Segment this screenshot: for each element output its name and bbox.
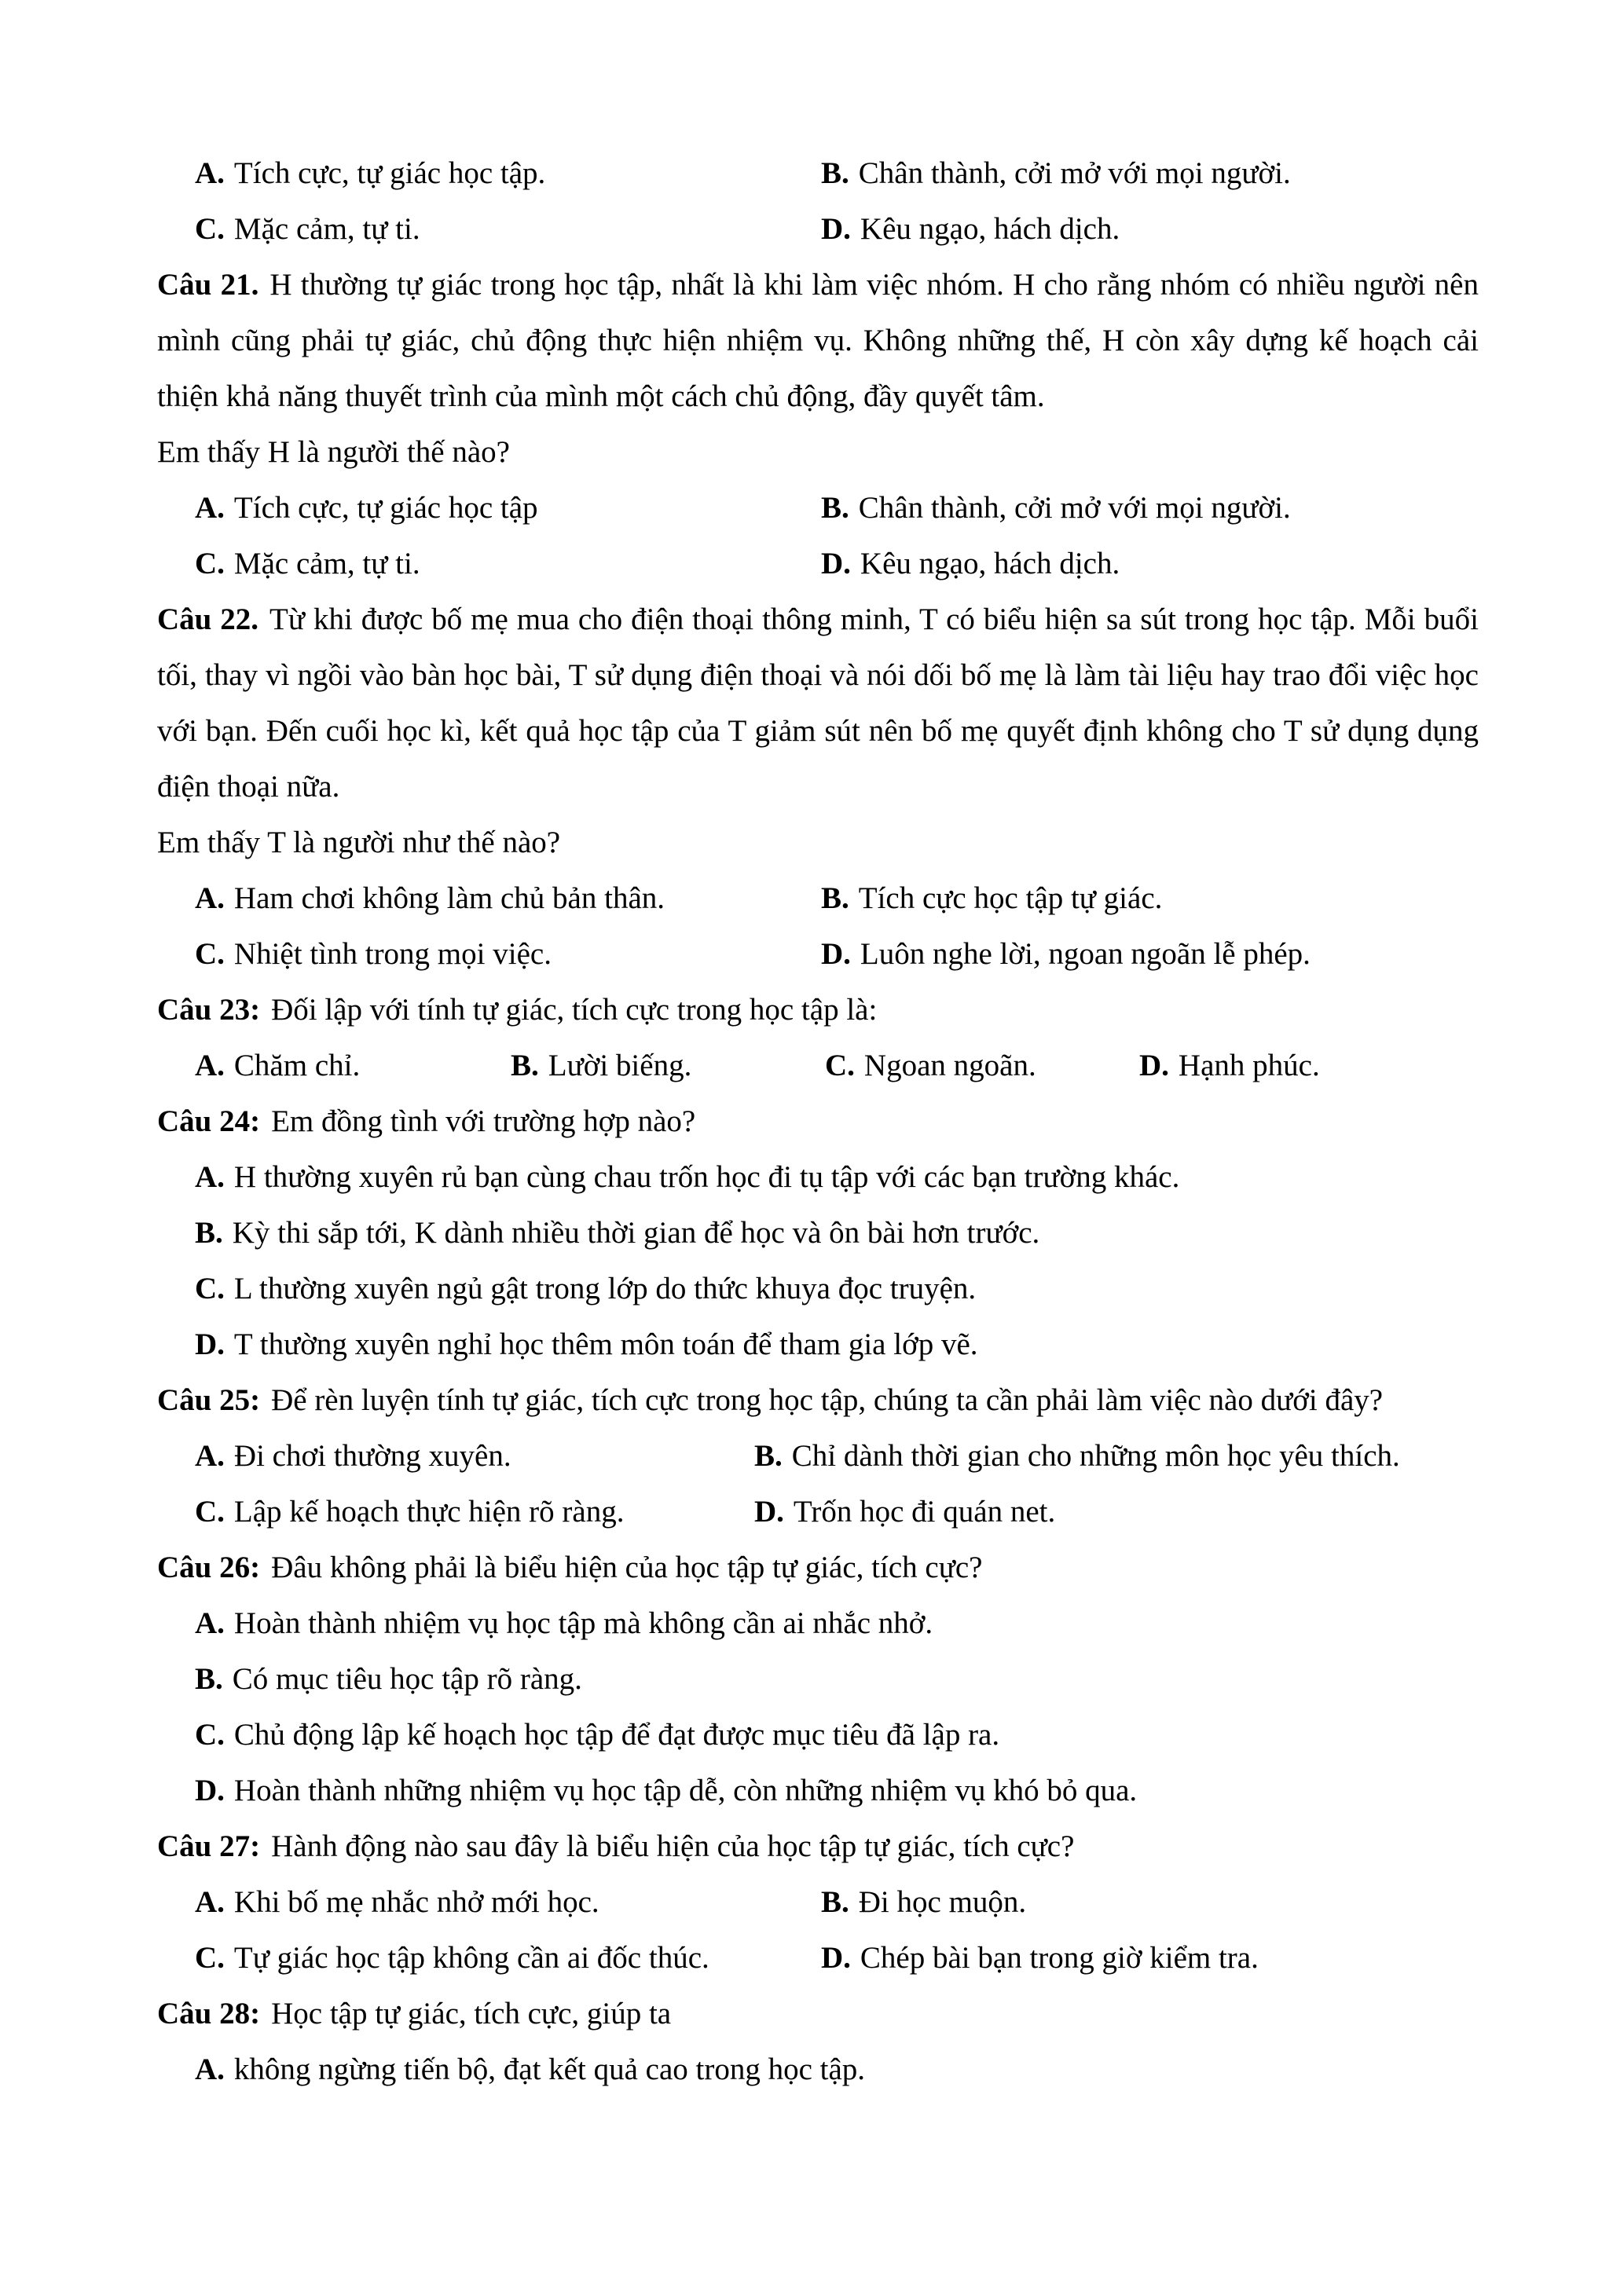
option-c-label: C.	[195, 937, 225, 971]
option-d-label: D.	[195, 1327, 225, 1361]
question-21	[157, 257, 1479, 424]
option-d-label: D.	[821, 547, 851, 580]
option-d	[821, 201, 1479, 257]
option-b	[821, 1874, 1479, 1930]
option-c-text: L thường xuyên ngủ gật trong lớp do thức khuya đọc truyện.	[233, 1272, 977, 1305]
option-c-text: Chủ động lập kế hoạch học tập để đạt được mục tiêu đã lập ra.	[233, 1718, 1000, 1752]
option-a-text: không ngừng tiến bộ, đạt kết quả cao trong học tập.	[233, 2052, 866, 2086]
option-b-label: B.	[195, 1662, 223, 1696]
option-b-text: Kỳ thi sắp tới, K dành nhiều thời gian để học và ôn bài hơn trước.	[232, 1216, 1040, 1250]
option-d	[1139, 1038, 1479, 1093]
option-b	[821, 870, 1479, 926]
option-c	[195, 201, 821, 257]
option-d	[821, 926, 1479, 982]
option-b	[511, 1038, 825, 1093]
option-a-label: A.	[195, 1885, 225, 1919]
question-25-options-row-2	[157, 1484, 1479, 1540]
option-c-text: Mặc cảm, tự ti.	[233, 212, 420, 246]
question-24	[157, 1093, 1479, 1149]
option-b-text: Đi học muộn.	[858, 1885, 1027, 1919]
question-24-option-c	[157, 1261, 1479, 1316]
option-a	[195, 1038, 511, 1093]
question-23	[157, 982, 1479, 1038]
question-28-option-a	[157, 2041, 1479, 2097]
option-d	[821, 1930, 1479, 1986]
question-26-option-c	[157, 1707, 1479, 1763]
option-a	[195, 145, 821, 201]
question-28-text: Học tập tự giác, tích cực, giúp ta	[271, 1997, 672, 2031]
question-24-option-a	[157, 1149, 1479, 1205]
question-28	[157, 1986, 1479, 2041]
question-23-text: Đối lập với tính tự giác, tích cực trong học tập là:	[271, 993, 878, 1027]
option-a-label: A.	[195, 156, 225, 190]
question-20-options-row-2	[157, 201, 1479, 257]
question-25	[157, 1372, 1479, 1428]
option-c	[825, 1038, 1139, 1093]
option-b	[821, 145, 1479, 201]
option-a-label: A.	[195, 1160, 225, 1194]
option-d-label: D.	[1139, 1049, 1169, 1082]
question-27-text: Hành động nào sau đây là biểu hiện của học tập tự giác, tích cực?	[271, 1829, 1075, 1863]
option-b-label: B.	[821, 491, 849, 525]
question-23-options-row	[157, 1038, 1479, 1093]
question-21-options-row-2	[157, 536, 1479, 591]
option-d-label: D.	[821, 212, 851, 246]
option-a-label: A.	[195, 1049, 225, 1082]
option-c-label: C.	[195, 1495, 225, 1529]
option-c-label: C.	[195, 1941, 225, 1975]
option-a-text: Ham chơi không làm chủ bản thân.	[233, 881, 665, 915]
option-a-text: Khi bố mẹ nhắc nhở mới học.	[233, 1885, 599, 1919]
option-a-text: Đi chơi thường xuyên.	[233, 1439, 511, 1473]
option-c	[195, 1484, 754, 1540]
question-22-number: Câu 22.	[157, 602, 259, 636]
question-22	[157, 591, 1479, 815]
option-b-label: B.	[754, 1439, 783, 1473]
question-25-options-row-1	[157, 1428, 1479, 1484]
question-21-text: H thường tự giác trong học tập, nhất là khi làm việc nhóm. H cho rằng nhóm có nhiều người nên mình cũng phải tự giác, chủ động thực hiện nhiệm vụ. Không những thế, H còn xây dựng kế hoạch cải thiện khả năng thuyết trình của mình một cách chủ động, đầy quyết tâm.	[157, 268, 1479, 413]
option-b-text: Lười biếng.	[548, 1049, 692, 1082]
option-b-text: Chân thành, cởi mở với mọi người.	[858, 156, 1291, 190]
option-d-label: D.	[821, 937, 851, 971]
option-c-text: Lập kế hoạch thực hiện rõ ràng.	[233, 1495, 625, 1529]
option-d-text: Hạnh phúc.	[1178, 1049, 1320, 1082]
option-b-label: B.	[821, 881, 849, 915]
option-d-text: Hoàn thành những nhiệm vụ học tập dễ, còn những nhiệm vụ khó bỏ qua.	[233, 1774, 1138, 1807]
option-c-label: C.	[825, 1049, 855, 1082]
option-c-text: Tự giác học tập không cần ai đốc thúc.	[233, 1941, 709, 1975]
question-24-number: Câu 24:	[157, 1104, 261, 1138]
question-26-text: Đâu không phải là biểu hiện của học tập tự giác, tích cực?	[271, 1551, 983, 1584]
question-26-option-b	[157, 1651, 1479, 1707]
question-21-prompt: Em thấy H là người thế nào?	[157, 435, 510, 469]
question-27-options-row-2	[157, 1930, 1479, 1986]
option-d-text: Kêu ngạo, hách dịch.	[860, 547, 1120, 580]
question-24-text: Em đồng tình với trường hợp nào?	[271, 1104, 696, 1138]
option-a-text: Tích cực, tự giác học tập	[233, 491, 538, 525]
question-22-options-row-2	[157, 926, 1479, 982]
question-22-prompt: Em thấy T là người như thế nào?	[157, 826, 561, 859]
option-c-label: C.	[195, 212, 225, 246]
option-a-text: Tích cực, tự giác học tập.	[233, 156, 546, 190]
option-d-text: Kêu ngạo, hách dịch.	[860, 212, 1120, 246]
option-b-text: Chỉ dành thời gian cho những môn học yêu thích.	[791, 1439, 1400, 1473]
option-b-text: Có mục tiêu học tập rõ ràng.	[232, 1662, 582, 1696]
option-a-text: Hoàn thành nhiệm vụ học tập mà không cần ai nhắc nhở.	[233, 1606, 933, 1640]
question-26	[157, 1540, 1479, 1595]
option-d-label: D.	[195, 1774, 225, 1807]
option-b-label: B.	[821, 156, 849, 190]
question-25-text: Để rèn luyện tính tự giác, tích cực trong học tập, chúng ta cần phải làm việc nào dưới đây?	[271, 1383, 1384, 1417]
option-d	[754, 1484, 1479, 1540]
option-b	[754, 1428, 1479, 1484]
question-27-number: Câu 27:	[157, 1829, 261, 1863]
option-b	[821, 480, 1479, 536]
option-c-label: C.	[195, 547, 225, 580]
question-27	[157, 1818, 1479, 1874]
option-d-label: D.	[754, 1495, 784, 1529]
question-26-option-d	[157, 1763, 1479, 1818]
option-a-text: H thường xuyên rủ bạn cùng chau trốn học đi tụ tập với các bạn trường khác.	[233, 1160, 1180, 1194]
question-21-number: Câu 21.	[157, 268, 259, 302]
question-21-options-row-1	[157, 480, 1479, 536]
option-d	[821, 536, 1479, 591]
question-22-text: Từ khi được bố mẹ mua cho điện thoại thông minh, T có biểu hiện sa sút trong học tập. Mỗi buổi tối, thay vì ngồi vào bàn học bài, T sử dụng điện thoại và nói dối bố mẹ là làm tài liệu hay trao đổi việc học với bạn. Đến cuối học kì, kết quả học tập của T giảm sút nên bố mẹ quyết định không cho T sử dụng dụng điện thoại nữa.	[157, 602, 1479, 804]
option-c-label: C.	[195, 1718, 225, 1752]
option-c	[195, 1930, 821, 1986]
question-27-options-row-1	[157, 1874, 1479, 1930]
option-d-label: D.	[821, 1941, 851, 1975]
option-b-text: Tích cực học tập tự giác.	[858, 881, 1163, 915]
option-a-label: A.	[195, 2052, 225, 2086]
option-a	[195, 1874, 821, 1930]
option-c	[195, 536, 821, 591]
option-a	[195, 1428, 754, 1484]
option-b-label: B.	[821, 1885, 849, 1919]
question-26-number: Câu 26:	[157, 1551, 261, 1584]
option-c-label: C.	[195, 1272, 225, 1305]
question-24-option-b	[157, 1205, 1479, 1261]
question-24-option-d	[157, 1316, 1479, 1372]
question-22-options-row-1	[157, 870, 1479, 926]
option-d-text: Trốn học đi quán net.	[793, 1495, 1056, 1529]
option-b-text: Chân thành, cởi mở với mọi người.	[858, 491, 1291, 525]
question-23-number: Câu 23:	[157, 993, 261, 1027]
option-b-label: B.	[511, 1049, 539, 1082]
option-a-text: Chăm chỉ.	[233, 1049, 361, 1082]
option-a	[195, 480, 821, 536]
option-c-text: Ngoan ngoãn.	[863, 1049, 1036, 1082]
option-a-label: A.	[195, 1606, 225, 1640]
question-28-number: Câu 28:	[157, 1997, 261, 2031]
option-c	[195, 926, 821, 982]
option-a	[195, 870, 821, 926]
option-b-label: B.	[195, 1216, 223, 1250]
option-d-text: T thường xuyên nghỉ học thêm môn toán để tham gia lớp vẽ.	[233, 1327, 978, 1361]
option-d-text: Luôn nghe lời, ngoan ngoãn lễ phép.	[860, 937, 1311, 971]
option-a-label: A.	[195, 881, 225, 915]
question-26-option-a	[157, 1595, 1479, 1651]
option-c-text: Mặc cảm, tự ti.	[233, 547, 420, 580]
option-c-text: Nhiệt tình trong mọi việc.	[233, 937, 552, 971]
option-a-label: A.	[195, 491, 225, 525]
question-25-number: Câu 25:	[157, 1383, 261, 1417]
option-a-label: A.	[195, 1439, 225, 1473]
question-20-options-row-1	[157, 145, 1479, 201]
option-d-text: Chép bài bạn trong giờ kiểm tra.	[860, 1941, 1259, 1975]
